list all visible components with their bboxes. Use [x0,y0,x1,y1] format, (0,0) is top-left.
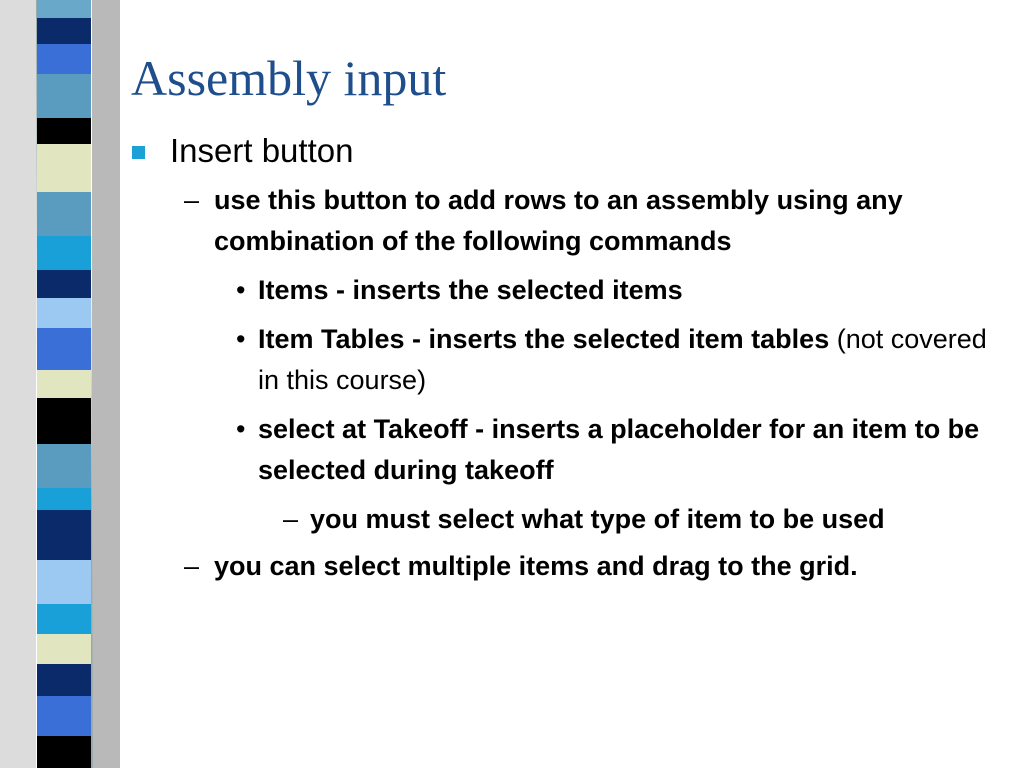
decorative-stripe [0,0,130,768]
sub-bullet-text: you can select multiple items and drag to the grid. [214,551,858,581]
sub-bullet-multiple [130,546,1010,587]
command-items [130,270,1010,311]
dot-bullet-icon: • [236,324,246,354]
command-note: (not covered in this course) [258,324,987,395]
dash-bullet-icon: – [184,551,200,581]
bullet-insert-button [130,128,1010,174]
square-bullet-icon [132,146,145,159]
sub-note-text: you must select what type of item to be used [310,504,885,534]
bullet-text: Insert button [170,132,354,169]
command-text: Items - inserts the selected items [258,275,683,305]
command-item-tables [130,319,1010,401]
sub-bullet-text: use this button to add rows to an assembly using any combination of the following commands [214,185,903,256]
dot-bullet-icon: • [236,414,246,444]
sub-note-must-select [130,499,1010,540]
dash-bullet-icon: – [283,504,299,534]
page-title: Assembly input [131,50,447,106]
slide-body [130,128,1010,587]
command-select-takeoff [130,409,1010,491]
dash-bullet-icon: – [184,185,200,215]
dot-bullet-icon: • [236,275,246,305]
sub-bullet-add-rows [130,180,1010,262]
command-text: select at Takeoff - inserts a placeholder for an item to be selected during takeoff [258,414,980,485]
command-text: Item Tables - inserts the selected item tables [258,324,830,354]
